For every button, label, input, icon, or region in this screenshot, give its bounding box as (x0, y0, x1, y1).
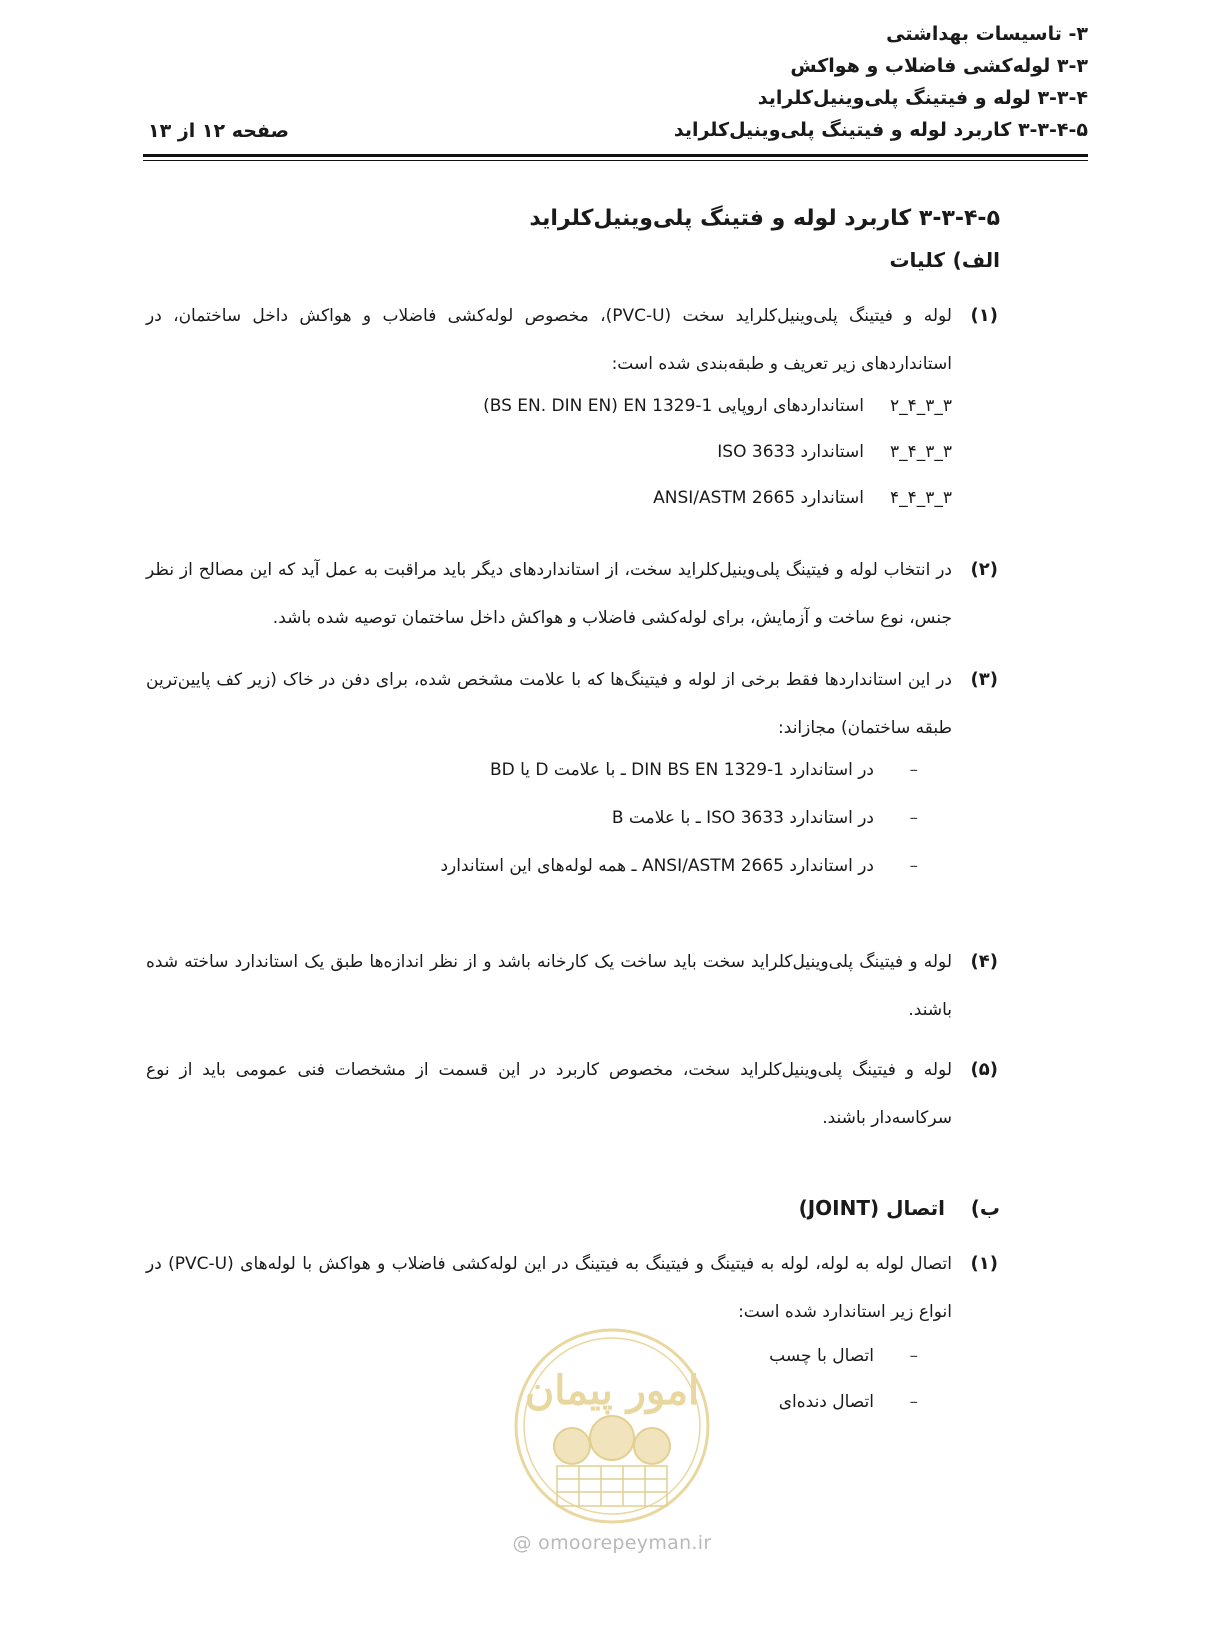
watermark-site: @ omoorepeyman.ir (512, 1532, 712, 1554)
header-line: ۳-۳ لوله‌کشی فاضلاب و هواکش (790, 55, 1088, 77)
paragraph-text: در این استانداردها فقط برخی از لوله و فیتینگ‌ها که با علامت مشخص شده، برای دفن در خاک (زیر کف پایین‌ترین طبقه ساختمان) مجازاند: (146, 670, 952, 738)
subheading-joint (799, 1196, 1000, 1220)
standard-code: ۳_۳_۴_۲ (889, 396, 952, 416)
item-number: (۳) (970, 669, 998, 690)
item-number: (۱) (970, 1253, 998, 1274)
bullet-text: در استاندارد DIN BS EN 1329-1 ـ با علامت D یا BD (489, 760, 874, 780)
item-number: (۲) (970, 559, 998, 580)
header-divider (143, 154, 1088, 157)
subheading-label: ب) (970, 1196, 1000, 1220)
paragraph-text: اتصال لوله به لوله، لوله به فیتینگ و فیتینگ به فیتینگ در این لوله‌کشی فاضلاب و هواکش با لوله‌های (PVC-U) در انواع زیر استاندارد شده است: (146, 1254, 952, 1322)
bullet-text: اتصال دنده‌ای (778, 1392, 874, 1412)
page-number: صفحه ۱۲ از ۱۳ (148, 120, 289, 142)
standard-row (483, 396, 952, 416)
bullet-item: –در استاندارد ANSI/ASTM 2665 ـ همه لوله‌های این استاندارد (440, 856, 918, 876)
item-number: (۱) (970, 305, 998, 326)
paragraph-item (146, 292, 998, 388)
standard-row (653, 488, 952, 508)
watermark-seal-icon (512, 1326, 712, 1526)
header-divider-thin (143, 160, 1088, 161)
bullet-text: در استاندارد ISO 3633 ـ با علامت B (611, 808, 874, 828)
bullet-item: –در استاندارد DIN BS EN 1329-1 ـ با علامت D یا BD (489, 760, 918, 780)
standard-text: استاندارد ISO 3633 (717, 442, 864, 462)
paragraph-item (146, 546, 998, 642)
paragraph-item (146, 656, 998, 752)
paragraph-text: لوله و فیتینگ پلی‌وینیل‌کلراید سخت، مخصوص کاربرد در این قسمت از مشخصات فنی عمومی باید از نوع سرکاسه‌دار باشند. (146, 1060, 952, 1128)
header-line: ۳-۳-۴ لوله و فیتینگ پلی‌وینیل‌کلراید (757, 87, 1088, 109)
header-line: ۳- تاسیسات بهداشتی (886, 23, 1088, 45)
subheading-title: کلیات (889, 248, 946, 272)
bullet-text: در استاندارد ANSI/ASTM 2665 ـ همه لوله‌های این استاندارد (440, 856, 874, 876)
bullet-text: اتصال با چسب (769, 1346, 874, 1366)
header-breadcrumb (674, 18, 1088, 146)
paragraph-item (146, 1240, 998, 1336)
bullet-item: –اتصال دنده‌ای (778, 1392, 918, 1412)
section-title: ۳-۳-۴-۵ کاربرد لوله و فتینگ پلی‌وینیل‌کلراید (529, 206, 1000, 231)
watermark-site-text: omoorepeyman.ir (538, 1532, 712, 1554)
item-number: (۴) (970, 951, 998, 972)
subheading-label: الف) (952, 248, 1000, 272)
paragraph-text: لوله و فیتینگ پلی‌وینیل‌کلراید سخت (PVC-U)، مخصوص لوله‌کشی فاضلاب و هواکش داخل ساختمان، در استانداردهای زیر تعریف و طبقه‌بندی شده است: (146, 306, 952, 374)
bullet-item: –در استاندارد ISO 3633 ـ با علامت B (611, 808, 918, 828)
paragraph-item (146, 938, 998, 1034)
paragraph-text: در انتخاب لوله و فیتینگ پلی‌وینیل‌کلراید سخت، از استانداردهای دیگر باید مراقبت به عمل آید که این مصالح از نظر جنس، نوع ساخت و آزمایش، برای لوله‌کشی فاضلاب و هواکش داخل ساختمان توصیه شده باشد. (146, 560, 952, 628)
bullet-item: –اتصال با چسب (769, 1346, 918, 1366)
standard-text: استانداردهای اروپایی BS EN. DIN EN) EN 1329-1) (483, 396, 864, 416)
paragraph-text: لوله و فیتینگ پلی‌وینیل‌کلراید سخت باید ساخت یک کارخانه باشد و از نظر اندازه‌ها طبق یک استاندارد ساخته شده باشند. (146, 952, 952, 1020)
standard-row (717, 442, 952, 462)
header-line: ۳-۳-۴-۵ کاربرد لوله و فیتینگ پلی‌وینیل‌کلراید (673, 119, 1088, 141)
item-number: (۵) (970, 1059, 998, 1080)
standard-code: ۳_۳_۴_۴ (889, 488, 952, 508)
standard-text: استاندارد ANSI/ASTM 2665 (653, 488, 864, 508)
subheading-general (889, 248, 1000, 272)
paragraph-item (146, 1046, 998, 1142)
seal-logo-text: امور پیمان (524, 1367, 700, 1414)
subheading-title: اتصال (JOINT) (798, 1196, 946, 1220)
standard-code: ۳_۳_۴_۳ (889, 442, 952, 462)
